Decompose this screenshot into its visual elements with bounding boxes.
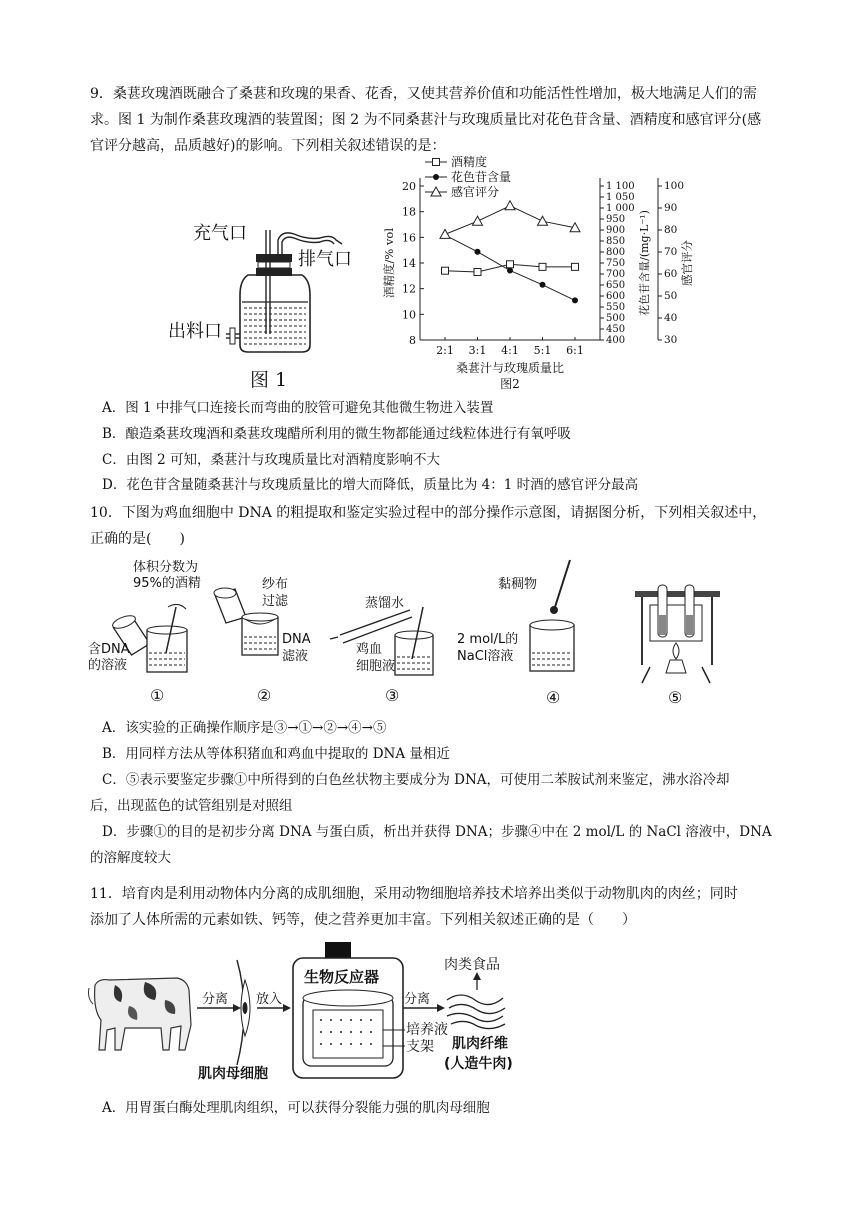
q11-label-meat-food: 肉类食品 — [444, 957, 500, 973]
right-tick-label: 40 — [664, 312, 678, 324]
q9-option-d: D．花色苷含量随桑葚汁与玫瑰质量比的增大而降低，质量比为 4：1 时酒的感官评分最高 — [102, 477, 639, 493]
point-alcohol — [539, 263, 546, 270]
point-alcohol — [572, 263, 579, 270]
q10-step-label-5: ⑤ — [668, 688, 683, 707]
mid-tick-label: 600 — [606, 291, 626, 302]
right-tick-label: 90 — [664, 202, 678, 214]
point-alcohol — [507, 261, 514, 268]
point-anthocyanin — [507, 267, 513, 273]
left-tick-label: 10 — [402, 308, 416, 322]
q11-stem-line1: 11．培育肉是利用动物体内分离的成肌细胞，采用动物细胞培养技术培养出类似于动物肌肉的肉丝；同时 — [90, 886, 738, 902]
q10-label-alcohol-1: 体积分数为 — [133, 560, 199, 575]
mid-tick-label: 500 — [606, 313, 626, 324]
point-sensory — [505, 201, 515, 210]
mid-tick-label: 450 — [606, 324, 626, 335]
right-tick-label: 70 — [664, 246, 678, 258]
point-sensory — [538, 216, 548, 225]
right-tick-label: 100 — [664, 180, 685, 192]
q11-label-put-in: 放入 — [256, 992, 283, 1007]
q10-label-filtrate-1: DNA — [282, 632, 311, 647]
q10-label-nacl-2: NaCl溶液 — [457, 649, 514, 664]
figure-2-chart — [375, 150, 705, 400]
q10-label-nacl-1: 2 mol/L的 — [457, 632, 519, 647]
cow-image — [89, 978, 192, 1050]
q10-label-alcohol-2: 95%的酒精 — [133, 576, 201, 591]
x-tick-label: 4:1 — [501, 344, 519, 357]
q10-option-c: C．⑤表示要鉴定步骤①中所得到的白色丝状物主要成分为 DNA，可使用二苯胺试剂来鉴定，沸水浴冷却 — [102, 772, 730, 788]
step5-water-bath — [635, 585, 720, 683]
point-alcohol — [474, 268, 481, 275]
legend-marker — [433, 174, 439, 180]
q11-option-a: A．用胃蛋白酶处理肌肉组织，可以获得分裂能力强的肌肉母细胞 — [102, 1100, 490, 1116]
point-sensory — [473, 216, 483, 225]
q10-label-sticky: 黏稠物 — [498, 577, 538, 592]
point-sensory — [440, 229, 450, 238]
q11-label-artificial: (人造牛肉) — [444, 1056, 513, 1072]
q10-option-c-cont: 后，出现蓝色的试管组别是对照组 — [90, 798, 293, 814]
right-tick-label: 30 — [664, 334, 678, 346]
y-mid-label: 花色苷含量/(mg·L⁻¹) — [638, 210, 651, 316]
mid-tick-label: 1 100 — [606, 181, 635, 192]
q10-label-water: 蒸馏水 — [365, 596, 405, 611]
q10-label-blood-1: 鸡血 — [356, 642, 383, 657]
q11-label-separate: 分离 — [202, 992, 229, 1007]
legend-label: 感官评分 — [451, 185, 500, 199]
mid-tick-label: 800 — [606, 247, 626, 258]
point-alcohol — [442, 267, 449, 274]
legend-marker — [433, 159, 440, 166]
q11-label-scaffold: 支架 — [406, 1039, 434, 1055]
mid-tick-label: 750 — [606, 258, 626, 269]
mid-tick-label: 400 — [606, 335, 626, 346]
legend-label: 花色苷含量 — [451, 170, 512, 184]
fig1-caption: 图 1 — [250, 369, 288, 391]
q10-option-a: A．该实验的正确操作顺序是③→①→②→④→⑤ — [102, 720, 387, 736]
q9-stem-line3: 官评分越高，品质越好)的影响。下列相关叙述错误的是： — [90, 138, 446, 154]
q9-stem-line1: 9．桑葚玫瑰酒既融合了桑葚和玫瑰的果香、花香，又使其营养价值和功能活性性增加，极大地满足人们的需 — [90, 86, 757, 102]
mid-tick-label: 650 — [606, 280, 626, 291]
q11-label-medium: 培养液 — [406, 1022, 448, 1038]
q11-label-fiber: 肌肉纤维 — [452, 1036, 508, 1052]
q10-stem-line1: 10．下图为鸡血细胞中 DNA 的粗提取和鉴定实验过程中的部分操作示意图，请据图分析，下列相关叙述中， — [90, 505, 767, 521]
q10-step-label-3: ③ — [385, 686, 400, 705]
q10-step-label-4: ④ — [546, 688, 561, 707]
x-tick-label: 6:1 — [566, 344, 584, 357]
left-tick-label: 18 — [402, 205, 416, 219]
left-tick-label: 8 — [409, 334, 416, 347]
q9-option-b: B．酿造桑葚玫瑰酒和桑葚玫瑰醋所利用的微生物都能通过线粒体进行有氧呼吸 — [102, 426, 571, 442]
q10-label-blood-2: 细胞液 — [356, 659, 396, 674]
q9-option-c: C．由图 2 可知，桑葚汁与玫瑰质量比对酒精度影响不大 — [102, 452, 441, 468]
left-tick-label: 20 — [402, 180, 416, 193]
mid-tick-label: 850 — [606, 236, 626, 247]
q10-option-d-cont: 的溶解度较大 — [90, 850, 171, 866]
q10-label-dna-sol-1: 含DNA — [88, 642, 130, 657]
q10-label-dna-sol-2: 的溶液 — [88, 658, 128, 673]
right-tick-label: 80 — [664, 224, 678, 236]
q9-stem-line2: 求。图 1 为制作桑葚玫瑰酒的装置图；图 2 为不同桑葚汁与玫瑰质量比对花色苷含量、酒精度和感官评分(感 — [90, 112, 762, 128]
q11-stem-line2: 添加了人体所需的元素如铁、钙等，使之营养更加丰富。下列相关叙述正确的是（ ） — [90, 912, 636, 928]
q10-stem-line2: 正确的是( ) — [90, 531, 185, 547]
right-tick-label: 50 — [664, 290, 678, 302]
mid-tick-label: 900 — [606, 225, 626, 236]
point-anthocyanin — [475, 249, 481, 255]
q10-option-b: B．用同样方法从等体积猪血和鸡血中提取的 DNA 量相近 — [102, 746, 450, 762]
point-anthocyanin — [572, 297, 578, 303]
fig1-discharge-label: 出料口 — [168, 321, 222, 342]
x-tick-label: 5:1 — [533, 344, 552, 357]
q10-label-filtrate-2: 滤液 — [282, 649, 309, 664]
q10-label-gauze-1: 纱布 — [262, 577, 289, 592]
mid-tick-label: 1 050 — [606, 192, 635, 203]
q11-label-myoblast: 肌肉母细胞 — [198, 1066, 268, 1082]
y-right-label: 感官评分 — [680, 240, 694, 286]
left-tick-label: 14 — [402, 257, 416, 270]
q11-label-separate-2: 分离 — [404, 992, 431, 1007]
left-tick-label: 16 — [402, 231, 416, 245]
mid-tick-label: 550 — [606, 302, 626, 313]
x-axis-label: 桑葚汁与玫瑰质量比 — [455, 361, 565, 375]
mid-tick-label: 1 000 — [606, 203, 635, 214]
y-left-label: 酒精度/% vol — [382, 227, 396, 299]
q10-label-gauze-2: 过滤 — [262, 594, 289, 609]
q10-step-label-1: ① — [150, 686, 165, 705]
mid-tick-label: 700 — [606, 269, 626, 280]
fig1-outlet-label: 排气口 — [298, 249, 352, 270]
mid-tick-label: 950 — [606, 214, 626, 225]
left-tick-label: 12 — [402, 282, 416, 296]
fig1-inlet-label: 充气口 — [193, 223, 247, 244]
chart-caption: 图2 — [500, 377, 520, 391]
x-tick-label: 3:1 — [468, 344, 487, 357]
x-tick-label: 2:1 — [436, 344, 454, 357]
q10-step-label-2: ② — [257, 686, 272, 705]
q11-label-reactor: 生物反应器 — [304, 968, 380, 986]
right-tick-label: 60 — [664, 268, 678, 280]
point-anthocyanin — [540, 282, 546, 288]
q10-option-d: D．步骤①的目的是初步分离 DNA 与蛋白质，析出并获得 DNA；步骤④中在 2 mol/L 的 NaCl 溶液中，DNA — [102, 824, 772, 840]
legend-label: 酒精度 — [451, 155, 488, 169]
q9-option-a: A．图 1 中排气口连接长而弯曲的胶管可避免其他微生物进入装置 — [102, 400, 494, 416]
